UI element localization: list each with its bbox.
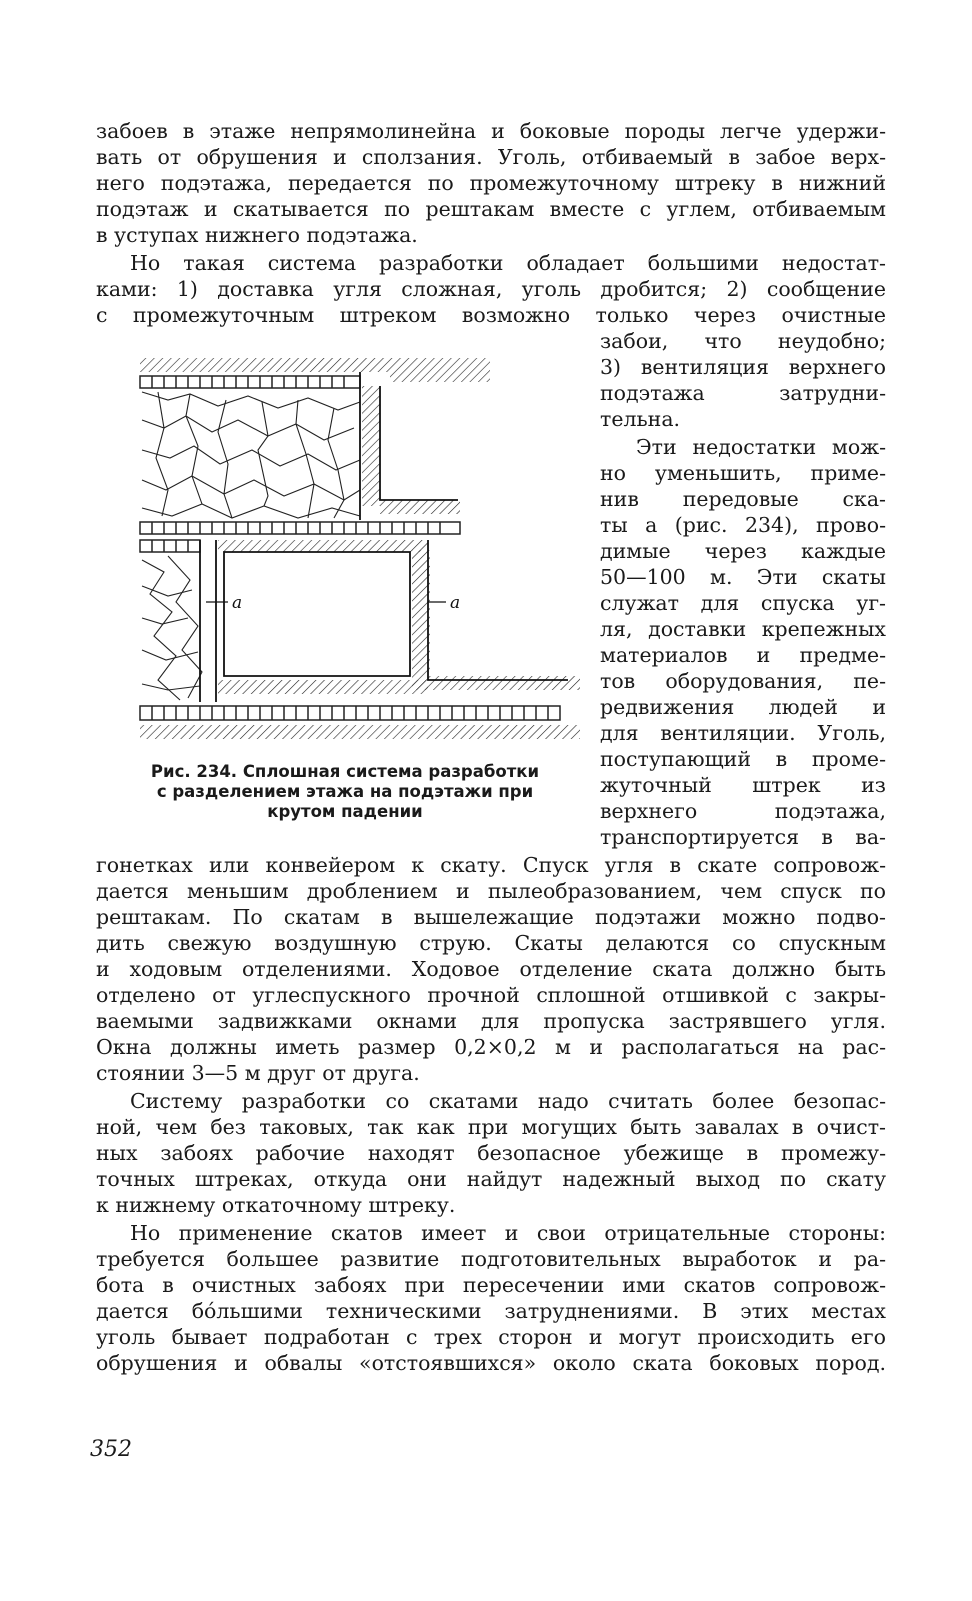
mining-system-figure [128,350,588,750]
text-line: Но применение скатов имеет и свои отрицательные стороны: [130,1221,886,1245]
text-line: транспортируется в ва- [600,825,886,849]
text-line: ты а (рис. 234), прово- [600,513,886,537]
text-line: но уменьшить, приме- [600,461,886,485]
text-line: редвижения людей и [600,695,886,719]
raise-label-right: а [450,593,461,613]
text-line: подэтажа затрудни- [600,381,886,405]
figure-caption: с разделением этажа на подэтажи при [156,782,534,801]
text-line: вать от обрушения и сползания. Уголь, отбиваемый в забое верх- [96,145,886,169]
text-line: него подэтажа, передается по промежуточному штреку в нижний [96,171,886,195]
text-line: точных штреках, откуда они найдут надежный выход по скату [96,1167,886,1191]
text-line: подэтаж и скатывается по рештакам вместе с углем, отбиваемым [96,197,886,221]
mine-workings [200,372,568,702]
text-line: забои, что неудобно; [600,329,886,353]
text-line: Но такая система разработки обладает большими недостат- [130,251,886,275]
text-line: Эти недостатки мож- [636,435,886,459]
text-line: забоев в этаже непрямолинейна и боковые породы легче удержи- [96,119,886,143]
figure-caption: крутом падении [267,802,423,821]
text-line: Систему разработки со скатами надо считать более безопас- [130,1089,886,1113]
text-line: ками: 1) доставка угля сложная, уголь дробится; 2) сообщение [96,277,886,301]
page-number: 352 [90,1437,132,1462]
text-line: верхнего подэтажа, [600,799,886,823]
text-line: материалов и предме- [600,643,886,667]
text-line: с промежуточным штреком возможно только через очистные [96,303,886,327]
text-line: уголь бывает подработан с трех сторон и могут происходить его [96,1325,886,1349]
text-line: поступающий в проме- [600,747,886,771]
text-line: для вентиляции. Уголь, [600,721,886,745]
text-line: в уступах нижнего подэтажа. [96,223,418,247]
text-line: нив передовые ска- [600,487,886,511]
text-line: обрушения и обвалы «отстоявшихся» около ската боковых пород. [96,1351,886,1375]
text-line: отделено от углеспускного прочной сплошной отшивкой с закры- [96,983,886,1007]
text-line: ля, доставки крепежных [600,617,886,641]
text-line: ной, чем без таковых, так как при могущих быть завалах в очист- [96,1115,886,1139]
text-line: рештакам. По скатам в вышележащие подэтажи можно подво- [96,905,886,929]
text-line: бота в очистных забоях при пересечении ими скатов сопровож- [96,1273,886,1297]
text-line: тов оборудования, пе- [600,669,886,693]
text-line: тельна. [600,407,681,431]
text-line: гонетках или конвейером к скату. Спуск угля в скате сопровож- [96,853,886,877]
text-line: димые через каждые [600,539,886,563]
text-line: дается бо́льшими техническими затруднениями. В этих местах [96,1299,886,1323]
text-line: стоянии 3—5 м друг от друга. [96,1061,420,1085]
text-line: служат для спуска уг- [600,591,886,615]
text-line: к нижнему откаточному штреку. [96,1193,456,1217]
text-line: Окна должны иметь размер 0,2×0,2 м и располагаться на рас- [96,1035,886,1059]
text-line: и ходовым отделениями. Ходовое отделение ската должно быть [96,957,886,981]
text-line: ваемыми задвижками окнами для пропуска застрявшего угля. [96,1009,886,1033]
figure-caption: Рис. 234. Сплошная система разработки [150,762,540,781]
text-line: ных забоях рабочие находят безопасное убежище в промежу- [96,1141,886,1165]
text-line: жуточный штрек из [600,773,886,797]
text-line: 50—100 м. Эти скаты [600,565,886,589]
text-line: дить свежую воздушную струю. Скаты делаются со спускным [96,931,886,955]
text-line: требуется большее развитие подготовительных выработок и ра- [96,1247,886,1271]
text-line: 3) вентиляция верхнего [600,355,886,379]
text-line: дается меньшим дроблением и пылеобразованием, чем спуск по [96,879,886,903]
raise-label-left: а [232,593,243,613]
